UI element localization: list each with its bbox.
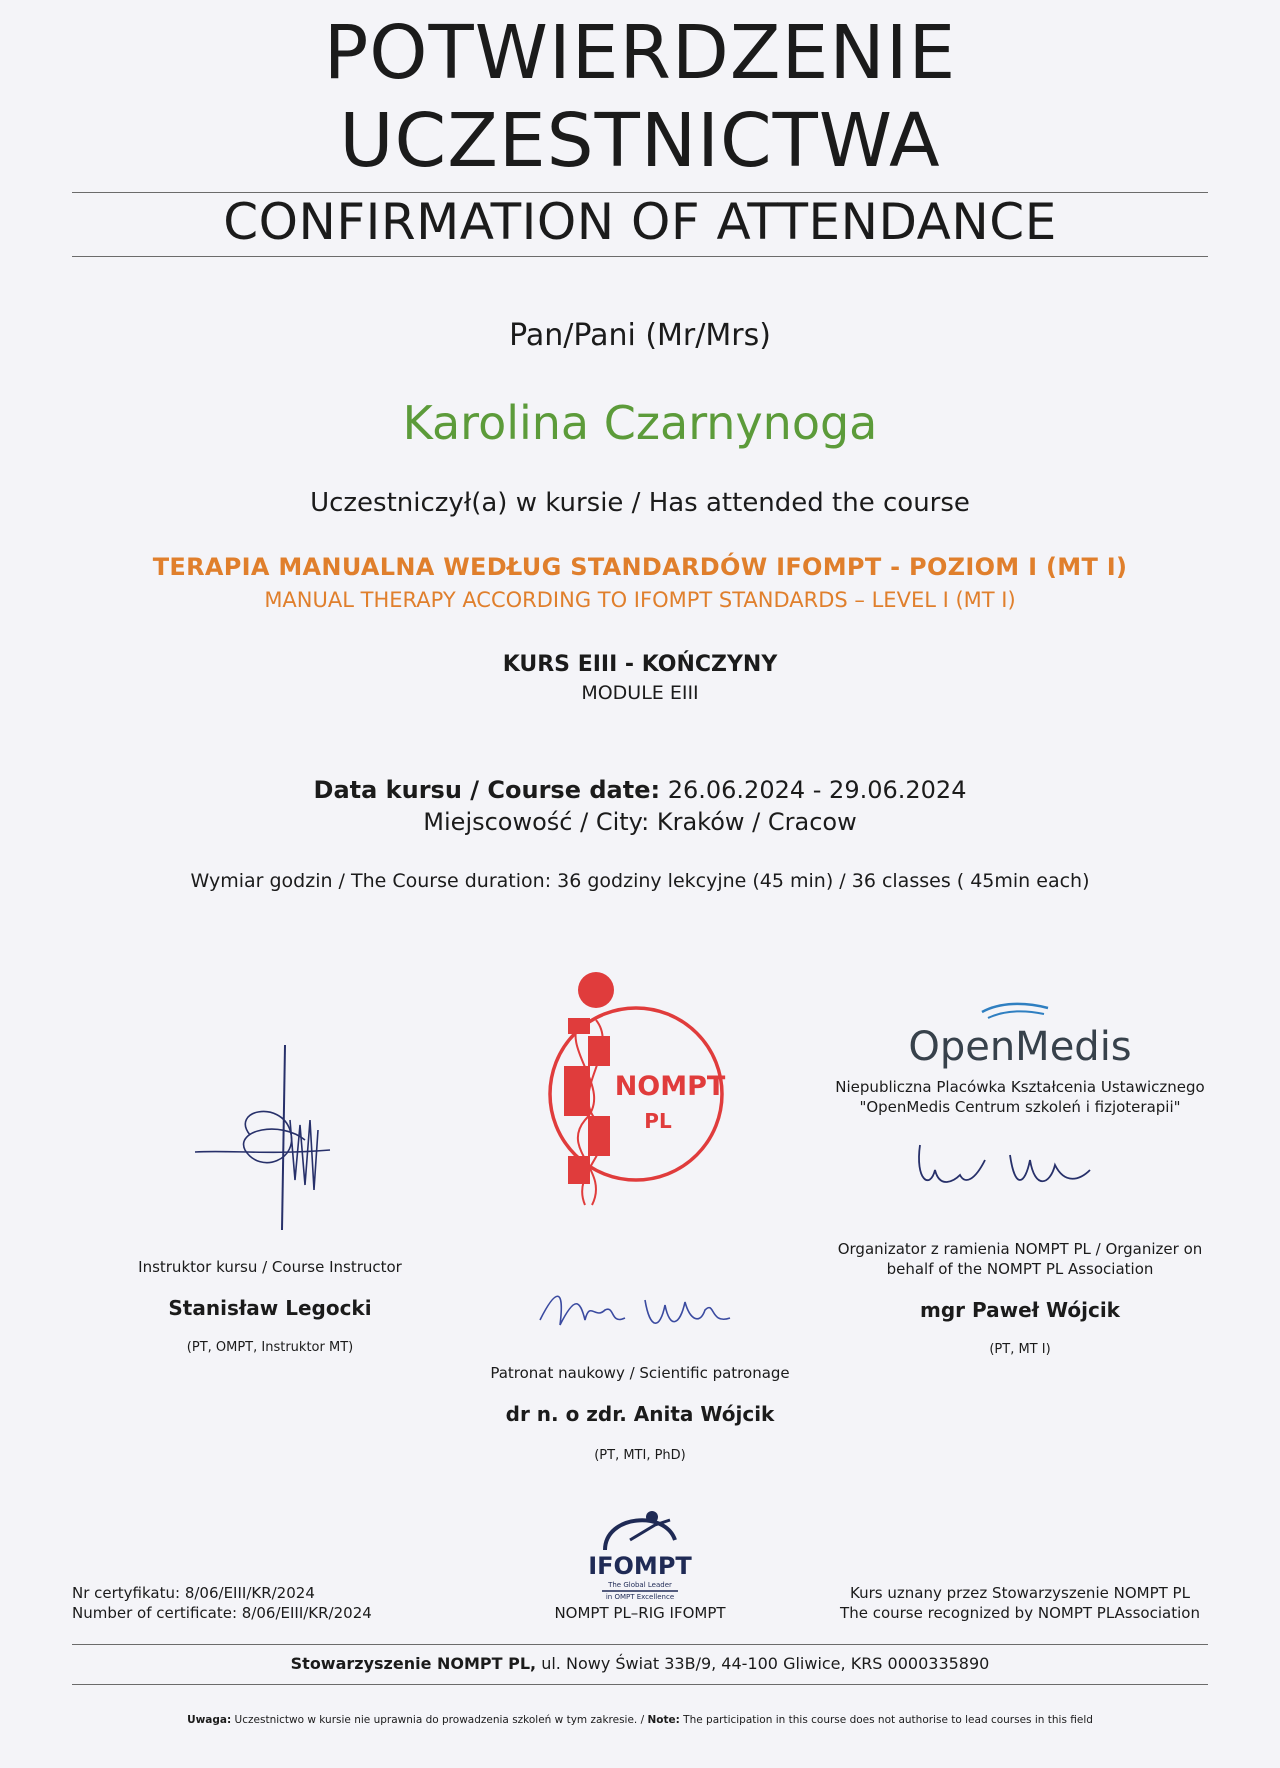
footer-divider-top <box>72 1644 1208 1645</box>
footer-org: Stowarzyszenie NOMPT PL, <box>290 1654 537 1673</box>
course-date-value: 26.06.2024 - 29.06.2024 <box>667 776 967 804</box>
attended-text: Uczestniczył(a) w kursie / Has attended the course <box>310 488 970 518</box>
course-title-en: MANUAL THERAPY ACCORDING TO IFOMPT STANDARDS – LEVEL I (MT I) <box>264 588 1016 612</box>
title-en: CONFIRMATION OF ATTENDANCE <box>223 193 1057 251</box>
module-title-pl: KURS EIII - KOŃCZYNY <box>502 652 778 677</box>
title-pl-line1: POTWIERDZENIE <box>323 10 957 96</box>
patron-role: Patronat naukowy / Scientific patronage <box>490 1364 790 1382</box>
footer-address-text: ul. Nowy Świat 33B/9, 44-100 Gliwice, KRS 0000335890 <box>541 1654 990 1673</box>
note-text-pl: Uczestnictwo w kursie nie uprawnia do prowadzenia szkoleń w tym zakresie. / <box>234 1714 645 1726</box>
ifompt-tagline-2: in OMPT Excellence <box>605 1593 675 1601</box>
participant-name: Karolina Czarnynoga <box>402 396 878 450</box>
module-title-en: MODULE EIII <box>581 682 699 704</box>
course-title-pl: TERAPIA MANUALNA WEDŁUG STANDARDÓW IFOMPT - POZIOM I (MT I) <box>152 553 1128 581</box>
instructor-signature <box>190 1040 340 1230</box>
course-date <box>0 776 1280 804</box>
certificate-number-pl: Nr certyfikatu: 8/06/EIII/KR/2024 <box>72 1584 315 1602</box>
certificate-number-en: Number of certificate: 8/06/EIII/KR/2024 <box>72 1604 372 1622</box>
instructor-name: Stanisław Legocki <box>168 1296 372 1320</box>
nompt-logo-sub: PL <box>644 1109 672 1133</box>
recognition-en: The course recognized by NOMPT PLAssociation <box>840 1604 1200 1622</box>
organizer-role-line1: Organizator z ramienia NOMPT PL / Organizer on <box>837 1240 1203 1258</box>
ifompt-caption: NOMPT PL–RIG IFOMPT <box>554 1604 726 1622</box>
organizer-name: mgr Paweł Wójcik <box>920 1298 1120 1322</box>
footer-note <box>0 1714 1280 1726</box>
ifompt-logo <box>570 1495 710 1605</box>
organizer-signature <box>910 1140 1110 1220</box>
note-label-pl: Uwaga: <box>187 1714 232 1726</box>
note-label-en: Note: <box>647 1714 680 1726</box>
note-text-en: The participation in this course does not authorise to lead courses in this field <box>683 1714 1093 1726</box>
footer-address <box>0 1654 1280 1673</box>
nompt-logo-main: NOMPT <box>614 1071 726 1102</box>
nompt-pl-logo <box>530 970 730 1220</box>
openmedis-logo-text: OpenMedis <box>908 1024 1132 1070</box>
ifompt-logo-text: IFOMPT <box>588 1552 692 1580</box>
openmedis-logo-mark <box>980 1000 1050 1020</box>
organizer-role-line2: behalf of the NOMPT PL Association <box>886 1260 1154 1278</box>
organizer-institution-line2: "OpenMedis Centrum szkoleń i fizjoterapii" <box>859 1098 1181 1116</box>
recognition-pl: Kurs uznany przez Stowarzyszenie NOMPT PL <box>850 1584 1190 1602</box>
patron-credentials: (PT, MTI, PhD) <box>594 1448 686 1463</box>
organizer-institution-line1: Niepubliczna Placówka Kształcenia Ustawicznego <box>835 1078 1205 1096</box>
salutation: Pan/Pani (Mr/Mrs) <box>509 318 771 353</box>
organizer-credentials: (PT, MT I) <box>989 1342 1051 1357</box>
course-city: Miejscowość / City: Kraków / Cracow <box>423 808 857 836</box>
ifompt-tagline-1: The Global Leader <box>608 1581 672 1589</box>
footer-divider-bottom <box>72 1684 1208 1685</box>
instructor-role: Instruktor kursu / Course Instructor <box>138 1258 402 1276</box>
patron-name: dr n. o zdr. Anita Wójcik <box>505 1402 775 1426</box>
title-divider-bottom <box>72 256 1208 257</box>
patron-signature <box>535 1280 745 1340</box>
instructor-credentials: (PT, OMPT, Instruktor MT) <box>186 1340 354 1355</box>
course-duration: Wymiar godzin / The Course duration: 36 godziny lekcyjne (45 min) / 36 classes ( 45min each) <box>190 870 1090 892</box>
course-date-label: Data kursu / Course date: <box>313 776 661 804</box>
title-pl-line2: UCZESTNICTWA <box>339 98 941 184</box>
